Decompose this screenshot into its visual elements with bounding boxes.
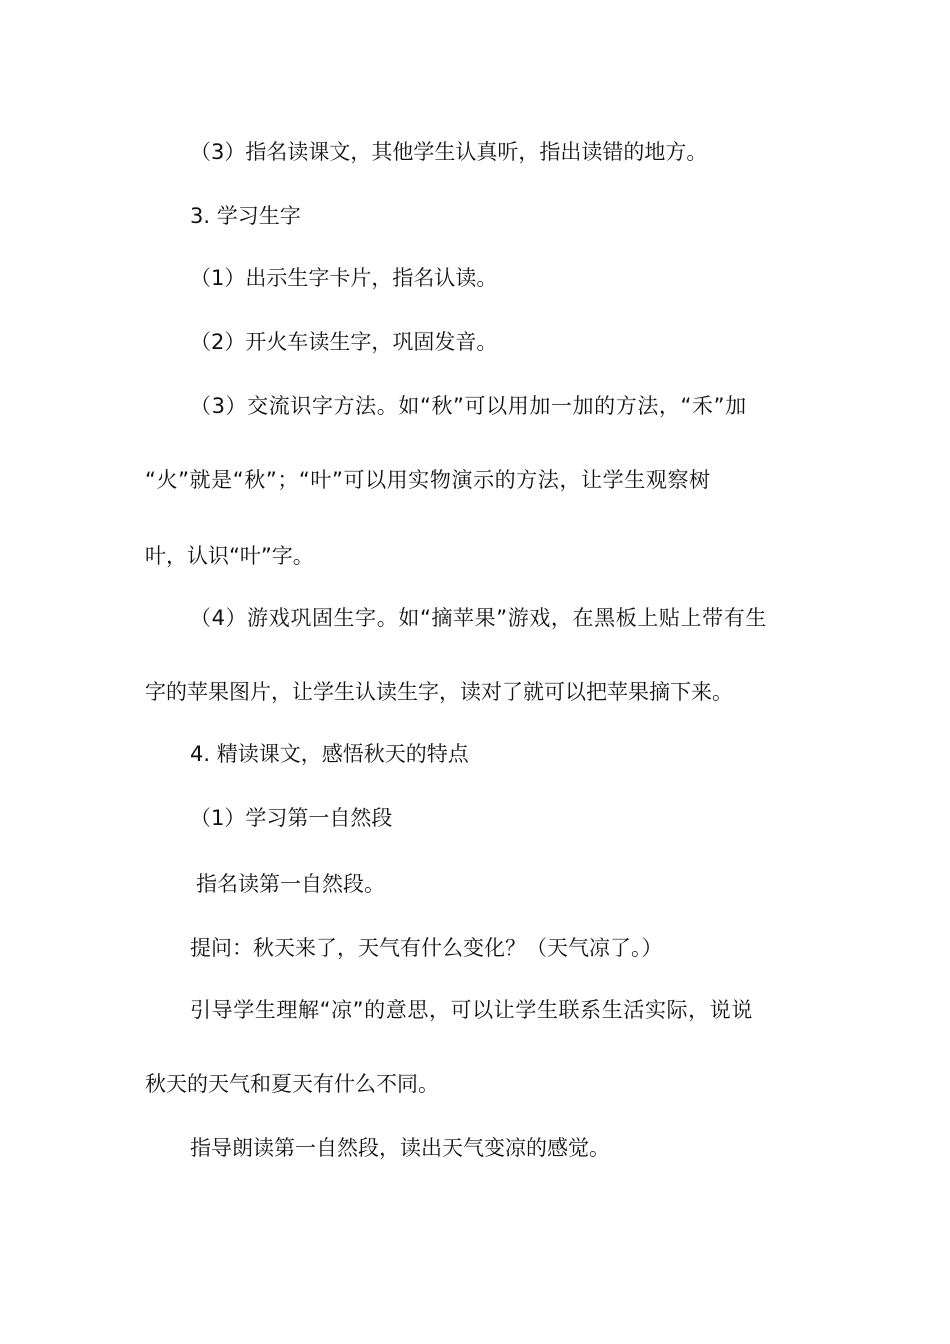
line-13: 提问：秋天来了，天气有什么变化？（天气凉了。） — [190, 936, 663, 960]
line-2: 3. 学习生字 — [190, 204, 301, 228]
line-9: 字的苹果图片，让学生认读生字，读对了就可以把苹果摘下来。 — [145, 680, 733, 704]
line-6: “火”就是“秋”；“叶”可以用实物演示的方法，让学生观察树 — [145, 468, 711, 492]
line-10: 4. 精读课文，感悟秋天的特点 — [190, 742, 469, 766]
line-16: 指导朗读第一自然段，读出天气变凉的感觉。 — [190, 1136, 610, 1160]
line-15: 秋天的天气和夏天有什么不同。 — [145, 1072, 439, 1096]
line-4: （2）开火车读生字，巩固发音。 — [190, 330, 498, 354]
line-5: （3）交流识字方法。如“秋”可以用加一加的方法，“禾”加 — [190, 394, 747, 418]
line-12: 指名读第一自然段。 — [196, 872, 385, 896]
line-11: （1）学习第一自然段 — [190, 806, 393, 830]
line-8: （4）游戏巩固生字。如“摘苹果”游戏，在黑板上贴上带有生 — [190, 606, 767, 630]
line-14: 引导学生理解“凉”的意思，可以让学生联系生活实际，说说 — [190, 998, 753, 1022]
line-1: （3）指名读课文，其他学生认真听，指出读错的地方。 — [190, 140, 708, 164]
line-7: 叶，认识“叶”字。 — [145, 544, 314, 568]
line-3: （1）出示生字卡片，指名认读。 — [190, 266, 498, 290]
